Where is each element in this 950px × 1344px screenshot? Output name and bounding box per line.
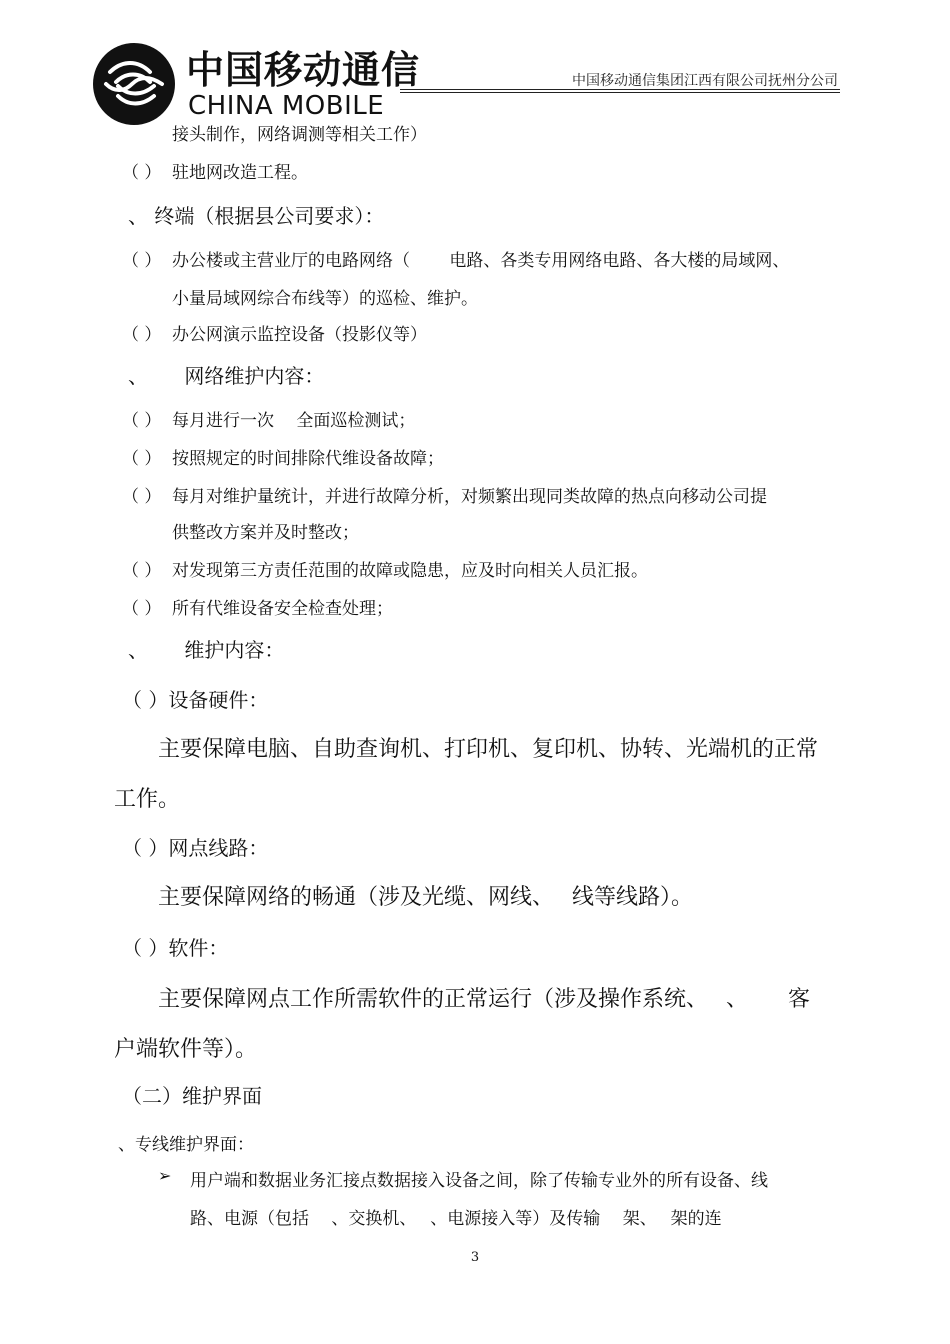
section-heading: （二）维护界面 [122,1084,262,1108]
bullet-arrow-icon: ➢ [158,1166,172,1185]
list-marker: （ ） [122,325,162,345]
list-item-text: 每月进行一次 全面巡检测试； [172,411,416,431]
list-item-text: 对发现第三方责任范围的故障或隐患，应及时向相关人员汇报。 [172,561,648,581]
paragraph-line: 户端软件等）。 [114,1037,258,1062]
section-heading: 、 网络维护内容： [128,364,325,388]
list-marker: （ ） [122,561,162,581]
bullet-item-text: 用户端和数据业务汇接点数据接入设备之间，除了传输专业外的所有设备、线 [190,1171,768,1191]
section-heading: 、 维护内容： [128,638,285,662]
list-item-text: 办公网演示监控设备（投影仪等） [172,325,427,345]
list-item-text: 按照规定的时间排除代维设备故障； [172,449,444,469]
logo-english-text: CHINA MOBILE [188,91,385,121]
list-marker: （ ） [122,599,162,619]
page-number: 3 [470,1250,480,1265]
list-item-text: 每月对维护量统计，并进行故障分析，对频繁出现同类故障的热点向移动公司提 [172,487,767,507]
list-item-text: 所有代维设备安全检查处理； [172,599,393,619]
paragraph-line: 主要保障电脑、自助查询机、打印机、复印机、协转、光端机的正常 [158,737,819,762]
section-heading: 、 终端（根据县公司要求）： [128,204,385,228]
list-marker: （ ） [122,251,162,271]
paragraph-line: 工作。 [114,787,181,812]
list-item-text: 办公楼或主营业厅的电路网络（ 电路、各类专用网络电路、各大楼的局域网、 [172,251,790,271]
text-line: 路、电源（包括 、交换机、 、电源接入等）及传输 架、 架的连 [190,1209,722,1229]
text-line: 接头制作，网络调测等相关工作） [172,125,427,145]
subsection-heading: （ ）设备硬件： [122,688,269,712]
paragraph-line: 主要保障网点工作所需软件的正常运行（涉及操作系统、 、 客 [158,987,810,1012]
header-company-name: 中国移动通信集团江西有限公司抚州分公司 [572,73,838,89]
header-rule [400,89,840,93]
list-marker: （ ） [122,449,162,469]
subsection-heading: （ ）软件： [122,936,229,960]
list-marker: （ ） [122,163,162,183]
subsection-heading: （ ）网点线路： [122,836,269,860]
logo-chinese-text: 中国移动通信 [186,48,421,92]
paragraph-line: 主要保障网络的畅通（涉及光缆、网线、 线等线路）。 [158,885,693,910]
list-marker: （ ） [122,487,162,507]
text-line: 供整改方案并及时整改； [172,523,359,543]
list-item-text: 驻地网改造工程。 [172,163,308,183]
china-mobile-logo-icon [92,42,176,126]
text-line: 小量局域网综合布线等）的巡检、维护。 [172,289,478,309]
subsection-heading: 、专线维护界面： [118,1135,254,1155]
list-marker: （ ） [122,411,162,431]
